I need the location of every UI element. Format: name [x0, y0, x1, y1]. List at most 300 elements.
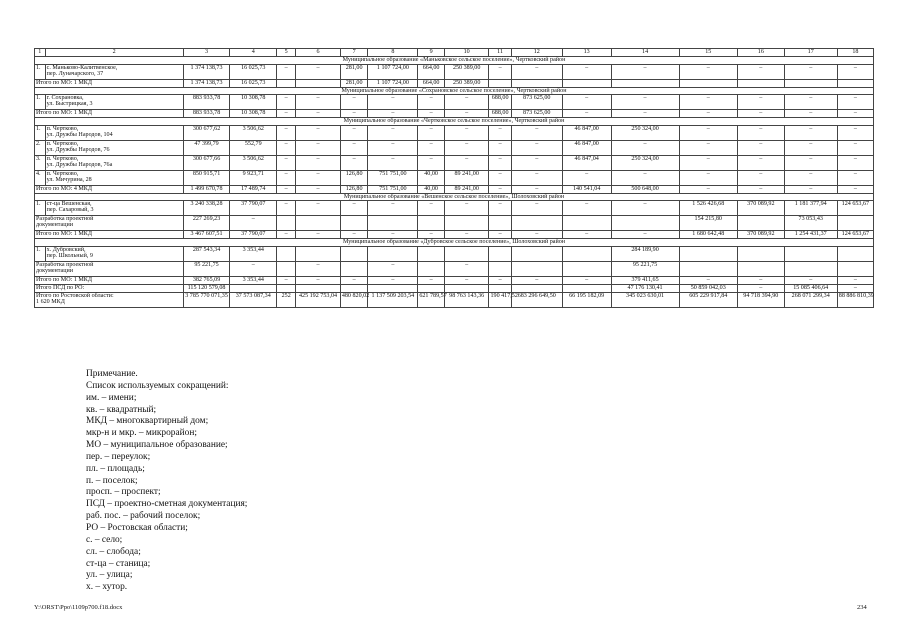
table-cell: –: [444, 125, 489, 140]
table-cell: 126,80: [340, 170, 368, 185]
table-cell: –: [562, 170, 611, 185]
column-number-header: 6: [296, 49, 341, 57]
table-cell: [562, 284, 611, 292]
table-cell: –: [340, 231, 368, 239]
section-row: [35, 239, 874, 247]
table-cell: 40,00: [418, 170, 445, 185]
table-cell: –: [296, 261, 341, 276]
table-cell: –: [277, 201, 296, 216]
table-cell: 883 933,78: [183, 95, 230, 110]
table-cell: 1 137 509 203,54: [368, 292, 418, 307]
table-cell: 95 221,75: [611, 261, 679, 276]
table-cell: –: [296, 231, 341, 239]
table-cell: 10 308,78: [230, 110, 277, 118]
table-row: [35, 276, 874, 284]
table-cell: 50 859 042,03: [679, 284, 737, 292]
table-cell: –: [511, 201, 562, 216]
table-cell: 3.: [35, 155, 46, 170]
table-cell: –: [611, 95, 679, 110]
table-cell: [562, 246, 611, 261]
table-cell: 751 751,00: [368, 170, 418, 185]
table-cell: –: [511, 185, 562, 193]
table-cell: –: [296, 155, 341, 170]
table-cell: 1 374 138,73: [183, 79, 230, 87]
table-cell: –: [444, 95, 489, 110]
table-cell: [277, 79, 296, 87]
table-cell: –: [230, 216, 277, 231]
table-cell: 46 847,00: [562, 140, 611, 155]
table-cell: –: [296, 64, 341, 79]
table-cell: 2.: [35, 140, 46, 155]
table-cell: 688,00: [489, 95, 511, 110]
table-cell: –: [444, 110, 489, 118]
table-cell: –: [511, 155, 562, 170]
section-row: [35, 118, 874, 126]
column-number-header: 17: [784, 49, 837, 57]
table-cell: 1 526 426,68: [679, 201, 737, 216]
column-number-header: 9: [418, 49, 445, 57]
table-cell: –: [784, 185, 837, 193]
notes-line: раб. пос. – рабочий поселок;: [86, 511, 201, 522]
table-cell: –: [277, 64, 296, 79]
table-cell: 370 089,92: [737, 201, 784, 216]
table-cell: 1 254 431,37: [784, 231, 837, 239]
column-number-header: 8: [368, 49, 418, 57]
table-cell: –: [784, 95, 837, 110]
table-cell: [489, 261, 511, 276]
table-cell: 379 411,65: [611, 276, 679, 284]
table-cell: 1.: [35, 64, 46, 79]
table-cell: –: [340, 155, 368, 170]
table-cell: 89 241,00: [444, 185, 489, 193]
table-cell: Итого по МО: 1 МКД: [35, 110, 184, 118]
table-cell: [511, 216, 562, 231]
table-cell: –: [611, 231, 679, 239]
column-number-header: 15: [679, 49, 737, 57]
table-cell: 16 025,73: [230, 79, 277, 87]
table-cell: [489, 79, 511, 87]
table-cell: –: [444, 201, 489, 216]
table-cell: –: [368, 140, 418, 155]
table-cell: –: [837, 64, 873, 79]
table-cell: [489, 284, 511, 292]
table-cell: 115 120 579,08: [183, 284, 230, 292]
table-cell: 98 763 143,36: [444, 292, 489, 307]
table-cell: –: [611, 201, 679, 216]
table-cell: Итого по МО: 4 МКД: [35, 185, 184, 193]
table-cell: –: [444, 231, 489, 239]
table-cell: 284 189,90: [611, 246, 679, 261]
column-number-header: 12: [511, 49, 562, 57]
table-row: [35, 185, 874, 193]
table-cell: –: [489, 125, 511, 140]
table-cell: –: [837, 155, 873, 170]
table-cell: –: [679, 155, 737, 170]
table-header-row: [35, 49, 874, 57]
table-cell: –: [444, 140, 489, 155]
table-cell: 37 573 087,34: [230, 292, 277, 307]
table-cell: –: [511, 125, 562, 140]
table-cell: –: [296, 276, 341, 284]
table-cell: [489, 246, 511, 261]
table-cell: 3 785 770 071,35: [183, 292, 230, 307]
table-cell: Разработка проектной документации: [35, 261, 184, 276]
notes-line: с. – село;: [86, 534, 123, 545]
table-cell: –: [418, 95, 445, 110]
table-cell: х. Дубровский, пер. Школьный, 9: [45, 246, 183, 261]
table-cell: 154 215,80: [679, 216, 737, 231]
table-cell: с. Маньково-Калитвенское, пер. Луначарского, 37: [45, 64, 183, 79]
table-cell: –: [368, 261, 418, 276]
table-cell: –: [368, 231, 418, 239]
table-cell: [444, 246, 489, 261]
table-cell: –: [679, 276, 737, 284]
table-cell: [784, 261, 837, 276]
table-cell: –: [418, 110, 445, 118]
table-cell: –: [737, 64, 784, 79]
table-row: [35, 284, 874, 292]
table-cell: –: [277, 140, 296, 155]
table-cell: 4.: [35, 170, 46, 185]
table-cell: 683 296 649,50: [511, 292, 562, 307]
table-cell: –: [296, 110, 341, 118]
table-cell: ст-ца Вешенская, пер. Сахаровый, 3: [45, 201, 183, 216]
table-cell: –: [444, 261, 489, 276]
table-cell: [277, 246, 296, 261]
table-cell: 250 389,00: [444, 79, 489, 87]
notes-line: ст-ца – станица;: [86, 558, 151, 569]
table-cell: –: [230, 261, 277, 276]
table-cell: 190 417,52: [489, 292, 511, 307]
table-cell: 1 107 724,00: [368, 79, 418, 87]
table-cell: –: [679, 95, 737, 110]
table-cell: –: [340, 201, 368, 216]
table-cell: –: [737, 185, 784, 193]
notes-line: Список используемых сокращений:: [86, 380, 229, 391]
table-cell: 873 625,00: [511, 95, 562, 110]
table-cell: –: [737, 110, 784, 118]
table-cell: –: [837, 95, 873, 110]
column-number-header: 14: [611, 49, 679, 57]
table-cell: 140 541,04: [562, 185, 611, 193]
table-cell: п. Чертково, ул. Мичурина, 28: [45, 170, 183, 185]
table-row: [35, 231, 874, 239]
table-cell: 3 353,44: [230, 246, 277, 261]
table-cell: 1 680 642,48: [679, 231, 737, 239]
table-cell: 287 543,34: [183, 246, 230, 261]
table-cell: –: [340, 110, 368, 118]
table-cell: 382 765,09: [183, 276, 230, 284]
column-number-header: 13: [562, 49, 611, 57]
table-cell: 124 653,67: [837, 231, 873, 239]
table-cell: –: [784, 110, 837, 118]
table-cell: [837, 246, 873, 261]
table-cell: [611, 79, 679, 87]
table-cell: –: [368, 201, 418, 216]
table-cell: –: [296, 201, 341, 216]
table-cell: [737, 216, 784, 231]
table-row: [35, 261, 874, 276]
table-cell: 3 506,62: [230, 155, 277, 170]
table-cell: 46 847,04: [562, 155, 611, 170]
table-cell: –: [784, 155, 837, 170]
table-cell: Итого по МО: 1 МКД: [35, 231, 184, 239]
table-cell: –: [489, 231, 511, 239]
table-cell: –: [368, 125, 418, 140]
notes-line: ПСД – проектно-сметная документация;: [86, 499, 248, 510]
table-cell: [418, 284, 445, 292]
table-cell: –: [489, 64, 511, 79]
table-cell: [277, 216, 296, 231]
table-cell: –: [611, 110, 679, 118]
table-cell: –: [418, 231, 445, 239]
table-cell: [737, 246, 784, 261]
table-cell: –: [679, 125, 737, 140]
section-title: Муниципальное образование «Сохрановское сельское поселение», Чертковский район: [35, 87, 874, 95]
table-cell: 268 071 299,34: [784, 292, 837, 307]
table-cell: –: [340, 125, 368, 140]
table-cell: [368, 216, 418, 231]
table-row: [35, 201, 874, 216]
table-cell: 688,00: [489, 110, 511, 118]
table-row: [35, 155, 874, 170]
table-cell: 3 506,62: [230, 125, 277, 140]
table-cell: 500 648,00: [611, 185, 679, 193]
table-cell: [784, 79, 837, 87]
table-cell: 10 308,78: [230, 95, 277, 110]
table-cell: 1 107 724,00: [368, 64, 418, 79]
table-cell: [511, 79, 562, 87]
table-cell: 37 790,07: [230, 201, 277, 216]
section-row: [35, 57, 874, 65]
notes-line: МКД – многоквартирный дом;: [86, 416, 209, 427]
table-cell: 124 653,67: [837, 201, 873, 216]
table-cell: –: [562, 110, 611, 118]
table-cell: [418, 216, 445, 231]
table-cell: –: [611, 64, 679, 79]
table-cell: –: [277, 155, 296, 170]
table-cell: –: [340, 276, 368, 284]
abbreviations-notes: [86, 369, 247, 594]
table-cell: –: [611, 140, 679, 155]
table-cell: 1 499 670,78: [183, 185, 230, 193]
table-cell: 89 241,00: [444, 170, 489, 185]
table-cell: 370 089,92: [737, 231, 784, 239]
table-cell: –: [418, 276, 445, 284]
table-cell: 281,00: [340, 79, 368, 87]
column-number-header: 7: [340, 49, 368, 57]
table-cell: –: [737, 276, 784, 284]
table-cell: 3 353,44: [230, 276, 277, 284]
table-cell: Итого по Ростовской области: 1 620 МКД: [35, 292, 184, 307]
table-cell: 751 751,00: [368, 185, 418, 193]
table-cell: –: [784, 140, 837, 155]
table-cell: –: [489, 155, 511, 170]
table-cell: –: [837, 185, 873, 193]
table-row: [35, 79, 874, 87]
table-cell: 66 195 182,09: [562, 292, 611, 307]
table-cell: –: [368, 276, 418, 284]
table-cell: –: [296, 140, 341, 155]
table-cell: –: [444, 155, 489, 170]
section-row: [35, 87, 874, 95]
notes-line: просп. – проспект;: [86, 487, 161, 498]
table-cell: 252: [277, 292, 296, 307]
table-cell: –: [368, 155, 418, 170]
table-cell: Итого ПСД по РО:: [35, 284, 184, 292]
table-row: [35, 140, 874, 155]
notes-title: Примечание.: [86, 369, 138, 379]
table-cell: –: [737, 155, 784, 170]
notes-line: х. – хутор.: [86, 582, 128, 593]
table-cell: –: [562, 276, 611, 284]
table-cell: 873 625,00: [511, 110, 562, 118]
table-cell: 46 847,00: [562, 125, 611, 140]
table-cell: п. Чертково, ул. Дружбы Народов, 76а: [45, 155, 183, 170]
table-cell: 480 820,02: [340, 292, 368, 307]
data-table-wrap: [34, 48, 874, 308]
table-row: [35, 125, 874, 140]
table-cell: 37 790,07: [230, 231, 277, 239]
table-cell: –: [562, 64, 611, 79]
notes-line: ул. – улица;: [86, 570, 133, 581]
table-cell: –: [418, 125, 445, 140]
table-row: [35, 246, 874, 261]
table-cell: [837, 261, 873, 276]
table-cell: [562, 261, 611, 276]
column-number-header: 16: [737, 49, 784, 57]
table-cell: –: [277, 185, 296, 193]
table-cell: 664,00: [418, 64, 445, 79]
notes-line: сл. – слобода;: [86, 546, 141, 557]
table-cell: [562, 216, 611, 231]
table-cell: 73 053,43: [784, 216, 837, 231]
table-cell: –: [679, 185, 737, 193]
table-cell: Разработка проектной документации: [35, 216, 184, 231]
table-cell: –: [277, 95, 296, 110]
table-cell: –: [511, 170, 562, 185]
table-cell: г. Сохрановка, ул. Быстрицкая, 3: [45, 95, 183, 110]
table-cell: п. Чертково, ул. Дружбы Народов, 104: [45, 125, 183, 140]
table-cell: [277, 261, 296, 276]
table-cell: –: [296, 185, 341, 193]
table-cell: 3 240 338,28: [183, 201, 230, 216]
table-row: [35, 110, 874, 118]
column-number-header: 18: [837, 49, 873, 57]
table-cell: 40,00: [418, 185, 445, 193]
table-cell: 16 025,73: [230, 64, 277, 79]
table-cell: [444, 284, 489, 292]
notes-line: РО – Ростовская области;: [86, 522, 188, 533]
table-cell: –: [679, 110, 737, 118]
table-cell: [562, 79, 611, 87]
table-cell: –: [489, 276, 511, 284]
table-cell: [784, 246, 837, 261]
page-number: 234: [857, 604, 867, 611]
table-cell: 95 221,75: [183, 261, 230, 276]
table-cell: –: [418, 201, 445, 216]
table-cell: [837, 79, 873, 87]
table-cell: –: [489, 185, 511, 193]
table-cell: [444, 216, 489, 231]
table-cell: 15 085 406,64: [784, 284, 837, 292]
file-path: Y:\ORST\Ppo\1109p700.f18.docx: [34, 604, 123, 611]
table-cell: –: [737, 125, 784, 140]
table-cell: –: [368, 95, 418, 110]
table-cell: [277, 284, 296, 292]
table-cell: –: [837, 170, 873, 185]
table-cell: [611, 216, 679, 231]
table-cell: –: [737, 140, 784, 155]
table-cell: 1 374 138,73: [183, 64, 230, 79]
table-cell: [296, 79, 341, 87]
table-cell: Итого по МО: 1 МКД: [35, 276, 184, 284]
table-cell: –: [611, 170, 679, 185]
table-cell: –: [784, 125, 837, 140]
table-cell: 47 176 130,41: [611, 284, 679, 292]
notes-line: кв. – квадратный;: [86, 404, 157, 415]
table-cell: 94 718 394,90: [737, 292, 784, 307]
table-cell: 88 886 810,39: [837, 292, 873, 307]
table-cell: [489, 216, 511, 231]
table-cell: 281,00: [340, 64, 368, 79]
table-cell: Итого по МО: 1 МКД: [35, 79, 184, 87]
table-cell: 227 269,23: [183, 216, 230, 231]
section-title: Муниципальное образование «Маньковское сельское поселение», Чертковский район: [35, 57, 874, 65]
notes-line: пер. – переулок;: [86, 451, 151, 462]
table-cell: [679, 79, 737, 87]
table-cell: –: [737, 170, 784, 185]
table-cell: [679, 246, 737, 261]
table-cell: –: [562, 201, 611, 216]
table-cell: –: [837, 125, 873, 140]
column-number-header: 11: [489, 49, 511, 57]
table-cell: 552,79: [230, 140, 277, 155]
table-cell: –: [784, 276, 837, 284]
table-cell: –: [511, 140, 562, 155]
section-title: Муниципальное образование «Чертковское сельское поселение», Чертковский район: [35, 118, 874, 126]
table-cell: 3 467 607,51: [183, 231, 230, 239]
table-cell: 126,80: [340, 185, 368, 193]
table-cell: [737, 79, 784, 87]
section-title: Муниципальное образование «Вешенское сельское поселение», Шолоховский район: [35, 193, 874, 201]
table-cell: –: [679, 64, 737, 79]
table-cell: –: [340, 95, 368, 110]
data-table: [34, 48, 874, 308]
table-cell: –: [489, 170, 511, 185]
table-cell: [340, 284, 368, 292]
table-cell: –: [277, 231, 296, 239]
table-cell: –: [277, 125, 296, 140]
table-cell: –: [562, 231, 611, 239]
table-row: [35, 216, 874, 231]
table-cell: 850 915,71: [183, 170, 230, 185]
table-cell: п. Чертково, ул. Дружбы Народов, 76: [45, 140, 183, 155]
table-cell: 664,00: [418, 79, 445, 87]
notes-line: им. – имени;: [86, 392, 137, 403]
table-cell: 300 677,66: [183, 155, 230, 170]
column-number-header: 4: [230, 49, 277, 57]
table-cell: –: [418, 140, 445, 155]
table-row: [35, 292, 874, 307]
table-cell: –: [296, 170, 341, 185]
table-cell: –: [737, 95, 784, 110]
table-row: [35, 170, 874, 185]
table-cell: –: [489, 201, 511, 216]
notes-line: п. – поселок;: [86, 475, 138, 486]
table-cell: –: [277, 170, 296, 185]
table-cell: –: [489, 140, 511, 155]
